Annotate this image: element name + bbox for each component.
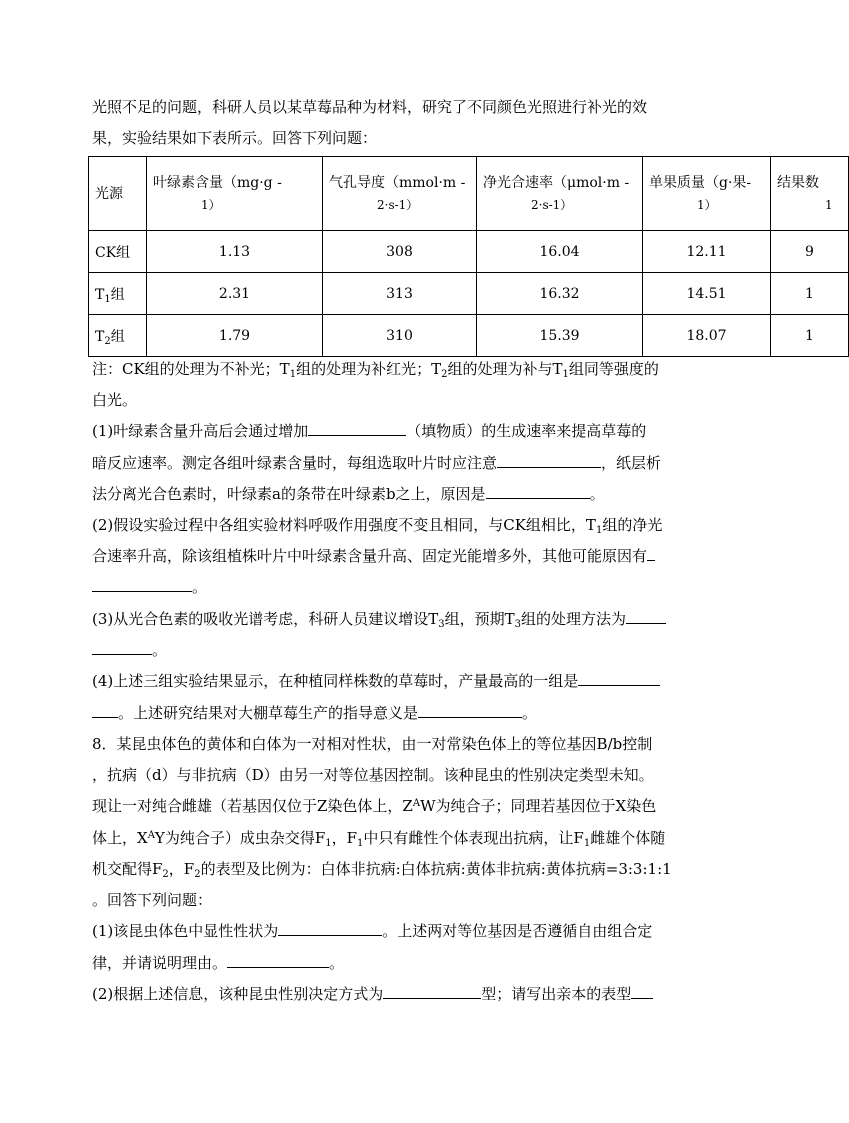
header-cell-light-source: 光源	[89, 157, 147, 231]
table-cell: 1.13	[147, 231, 323, 273]
header-cell-stomatal-conductance: 气孔导度（mmol·m - 2·s-1）	[323, 157, 477, 231]
note-line-1: 注：CK组的处理为不补光；$T_1$组的处理为补红光；$T_2$组的处理为补与$T_1$组同等强度的	[92, 360, 659, 380]
header-cell-net-photosynthesis: 净光合速率（μmol·m - 2·s-1）	[477, 157, 643, 231]
table-cell: 313	[323, 273, 477, 315]
results-table	[88, 156, 833, 357]
answer-blank[interactable]	[278, 921, 382, 936]
q1-line-3: 法分离光合色素时，叶绿素a的条带在叶绿素b之上，原因是 。	[92, 485, 605, 503]
header-cell-fruit-mass: 单果质量（g·果- 1）	[643, 157, 771, 231]
table-cell: 308	[323, 231, 477, 273]
header-cell-chlorophyll: 叶绿素含量（mg·g - 1）	[147, 157, 323, 231]
q8-part1-line-2: 律，并请说明理由。 。	[92, 954, 345, 972]
q2-line-2: 合速率升高，除该组植株叶片中叶绿素含量升高、固定光能增多外，其他可能原因有	[92, 546, 655, 566]
q8-line-1: 8．某昆虫体色的黄体和白体为一对相对性状，由一对常染色体上的等位基因B/b控制	[92, 735, 653, 753]
answer-blank[interactable]	[486, 484, 590, 499]
q8-part1-line-1: (1)该昆虫体色中显性性状为 。上述两对等位基因是否遵循自由组合定	[92, 922, 653, 940]
table-cell: 16.32	[477, 273, 643, 315]
answer-blank[interactable]	[383, 984, 481, 999]
q4-line-2: 。上述研究结果对大棚草莓生产的指导意义是 。	[92, 703, 537, 723]
answer-blank[interactable]	[308, 421, 406, 436]
table-row	[89, 273, 849, 315]
q8-line-4: 体上，$X^AY$为纯合子）成虫杂交得$F_1$，$F_1$中只有雌性个体表现出抗病，让$F_1$雌雄个体随	[92, 829, 666, 849]
answer-blank[interactable]	[626, 609, 666, 624]
table-cell: 12.11	[643, 231, 771, 273]
answer-blank[interactable]	[497, 453, 601, 468]
table-cell: 16.04	[477, 231, 643, 273]
table-cell: 1	[771, 315, 849, 357]
answer-blank[interactable]	[227, 953, 329, 968]
q8-line-2: ，抗病（d）与非抗病（D）由另一对等位基因控制。该种昆虫的性别决定类型未知。	[92, 766, 654, 784]
q8-line-3: 现让一对纯合雌雄（若基因仅位于Z染色体上，$Z^AW$为纯合子；同理若基因位于X染色	[92, 797, 657, 815]
table-row	[89, 231, 849, 273]
answer-blank[interactable]	[418, 703, 522, 718]
answer-blank[interactable]	[578, 671, 660, 686]
q8-part2-line-1: (2)根据上述信息，该种昆虫性别决定方式为 型；请写出亲本的表型	[92, 984, 653, 1004]
row-label-ck: CK组	[89, 231, 147, 273]
q1-line-2: 暗反应速率。测定各组叶绿素含量时，每组选取叶片时应注意 ，纸层析	[92, 454, 662, 472]
row-label-t2: $T_2$组	[89, 315, 147, 357]
q3-line-2: 。	[92, 640, 167, 660]
table-cell: 310	[323, 315, 477, 357]
q2-line-3: 。	[92, 577, 207, 597]
q4-line-1: (4)上述三组实验结果显示，在种植同样株数的草莓时，产量最高的一组是	[92, 671, 660, 691]
answer-blank[interactable]	[92, 703, 118, 718]
row-label-t1: $T_1$组	[89, 273, 147, 315]
answer-blank[interactable]	[631, 984, 653, 999]
table-cell: 1	[771, 273, 849, 315]
table-header-row	[89, 157, 849, 231]
table-cell: 14.51	[643, 273, 771, 315]
answer-blank[interactable]	[647, 546, 655, 561]
note-line-2: 白光。	[92, 391, 138, 409]
q8-line-5: 机交配得$F_2$，$F_2$的表型及比例为：白体非抗病:白体抗病:黄体非抗病:黄体抗病=3:3:1:1	[92, 860, 672, 880]
q2-line-1: (2)假设实验过程中各组实验材料呼吸作用强度不变且相同，与CK组相比，$T_1$组的净光	[92, 516, 663, 536]
table-cell: 15.39	[477, 315, 643, 357]
answer-blank[interactable]	[92, 577, 192, 592]
header-cell-fruit-count: 结果数 1	[771, 157, 849, 231]
q8-line-6: 。回答下列问题：	[92, 891, 213, 909]
table-cell: 18.07	[643, 315, 771, 357]
table-cell: 1.79	[147, 315, 323, 357]
table-cell: 9	[771, 231, 849, 273]
answer-blank[interactable]	[92, 640, 152, 655]
intro-line-2: 果，实验结果如下表所示。回答下列问题：	[92, 129, 378, 147]
intro-line-1: 光照不足的问题，科研人员以某草莓品种为材料，研究了不同颜色光照进行补光的效	[92, 98, 648, 116]
q1-line-1: (1)叶绿素含量升高后会通过增加 （填物质）的生成速率来提高草莓的	[92, 422, 647, 440]
table-row	[89, 315, 849, 357]
q3-line-1: (3)从光合色素的吸收光谱考虑，科研人员建议增设$T_3$组，预期$T_3$组的处理方法为	[92, 609, 666, 629]
table-cell: 2.31	[147, 273, 323, 315]
